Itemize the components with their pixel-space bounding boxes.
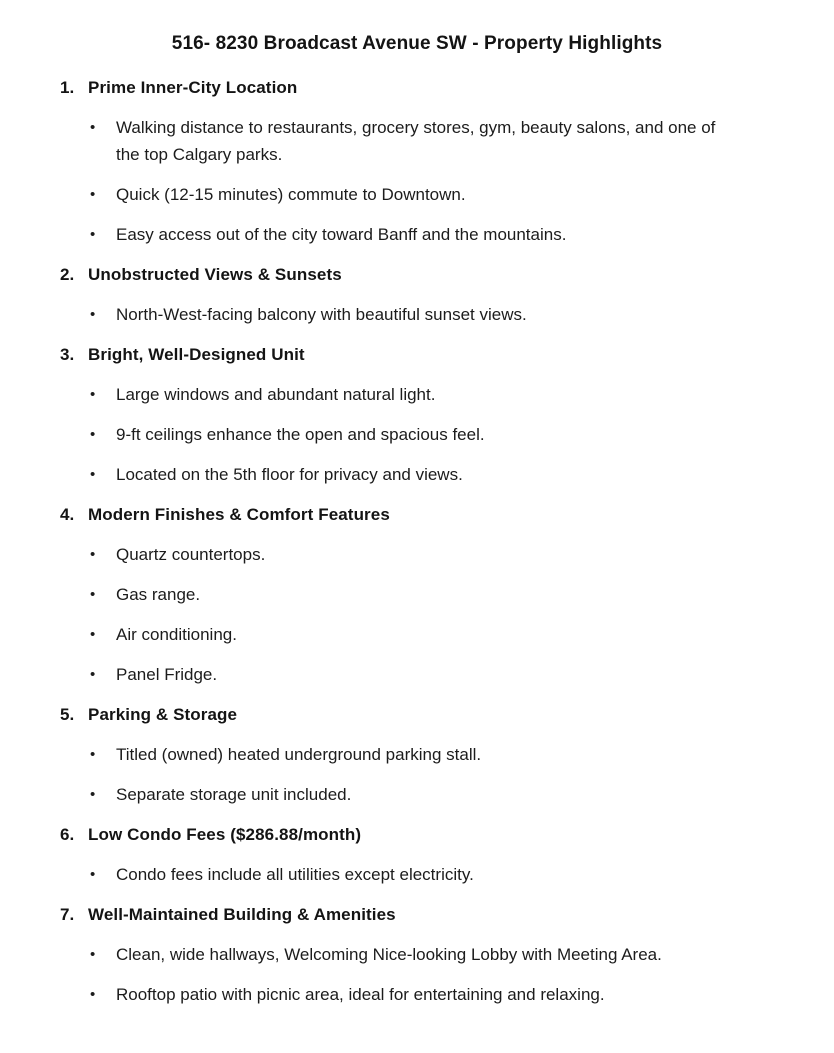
bullet-item [90,461,834,488]
bullet-text: Rooftop patio with picnic area, ideal for entertaining and relaxing. [116,985,605,1004]
bullet-list [60,941,834,1008]
bullet-item [90,181,834,208]
section-heading: Prime Inner-City Location [88,78,298,97]
bullet-icon: • [90,746,96,763]
section-item [60,74,834,248]
bullet-text: Walking distance to restaurants, grocery stores, gym, beauty salons, and one of the top Calgary parks. [116,118,716,164]
section-item [60,501,834,688]
bullet-icon: • [90,866,96,883]
section-item [60,901,834,1008]
bullet-list [60,301,834,328]
section-heading: Bright, Well-Designed Unit [88,345,305,364]
bullet-icon: • [90,386,96,403]
bullet-list [60,381,834,488]
bullet-text: Panel Fridge. [116,665,218,684]
bullet-item [90,861,834,888]
section-number: 7. [60,905,75,924]
section-item [60,701,834,808]
section-heading-row [60,261,834,288]
section-heading-row [60,501,834,528]
section-number: 5. [60,705,75,724]
bullet-text: North-West-facing balcony with beautiful sunset views. [116,305,527,324]
bullet-item [90,301,834,328]
bullet-item [90,421,834,448]
bullet-item [90,114,834,168]
bullet-icon: • [90,119,96,136]
bullet-item [90,941,834,968]
bullet-icon: • [90,226,96,243]
bullet-text: 9-ft ceilings enhance the open and spacious feel. [116,425,485,444]
bullet-text: Air conditioning. [116,625,237,644]
bullet-text: Quartz countertops. [116,545,266,564]
section-heading-row [60,821,834,848]
section-number: 2. [60,265,75,284]
bullet-icon: • [90,786,96,803]
bullet-text: Large windows and abundant natural light. [116,385,436,404]
section-heading-row [60,341,834,368]
bullet-text: Easy access out of the city toward Banff and the mountains. [116,225,567,244]
section-number: 3. [60,345,75,364]
bullet-text: Located on the 5th floor for privacy and views. [116,465,463,484]
section-heading-row [60,701,834,728]
bullet-item [90,981,834,1008]
bullet-item [90,661,834,688]
bullet-icon: • [90,986,96,1003]
section-number: 4. [60,505,75,524]
bullet-icon: • [90,586,96,603]
section-item [60,261,834,328]
bullet-item [90,541,834,568]
bullet-item [90,621,834,648]
section-item [60,821,834,888]
bullet-item [90,221,834,248]
page-title: 516- 8230 Broadcast Avenue SW - Property Highlights [171,33,663,54]
section-number: 1. [60,78,75,97]
bullet-text: Condo fees include all utilities except electricity. [116,865,474,884]
bullet-item [90,581,834,608]
section-heading: Unobstructed Views & Sunsets [88,265,342,284]
bullet-item [90,381,834,408]
section-item [60,341,834,488]
bullet-icon: • [90,946,96,963]
bullet-icon: • [90,626,96,643]
section-heading: Modern Finishes & Comfort Features [88,505,390,524]
section-heading: Well-Maintained Building & Amenities [88,905,396,924]
bullet-text: Separate storage unit included. [116,785,352,804]
section-heading-row [60,74,834,101]
bullet-icon: • [90,186,96,203]
document-page [0,30,834,1053]
bullet-text: Titled (owned) heated underground parking stall. [116,745,482,764]
bullet-list [60,861,834,888]
bullet-icon: • [90,306,96,323]
bullet-item [90,781,834,808]
bullet-icon: • [90,426,96,443]
bullet-icon: • [90,546,96,563]
bullet-text: Clean, wide hallways, Welcoming Nice-looking Lobby with Meeting Area. [116,945,662,964]
bullet-list [60,541,834,688]
section-heading: Parking & Storage [88,705,238,724]
bullet-text: Gas range. [116,585,201,604]
bullet-icon: • [90,466,96,483]
highlights-list [0,74,834,1008]
section-number: 6. [60,825,75,844]
bullet-list [60,114,834,248]
bullet-icon: • [90,666,96,683]
bullet-list [60,741,834,808]
section-heading: Low Condo Fees ($286.88/month) [88,825,362,844]
section-heading-row [60,901,834,928]
bullet-text: Quick (12-15 minutes) commute to Downtown. [116,185,466,204]
bullet-item [90,741,834,768]
